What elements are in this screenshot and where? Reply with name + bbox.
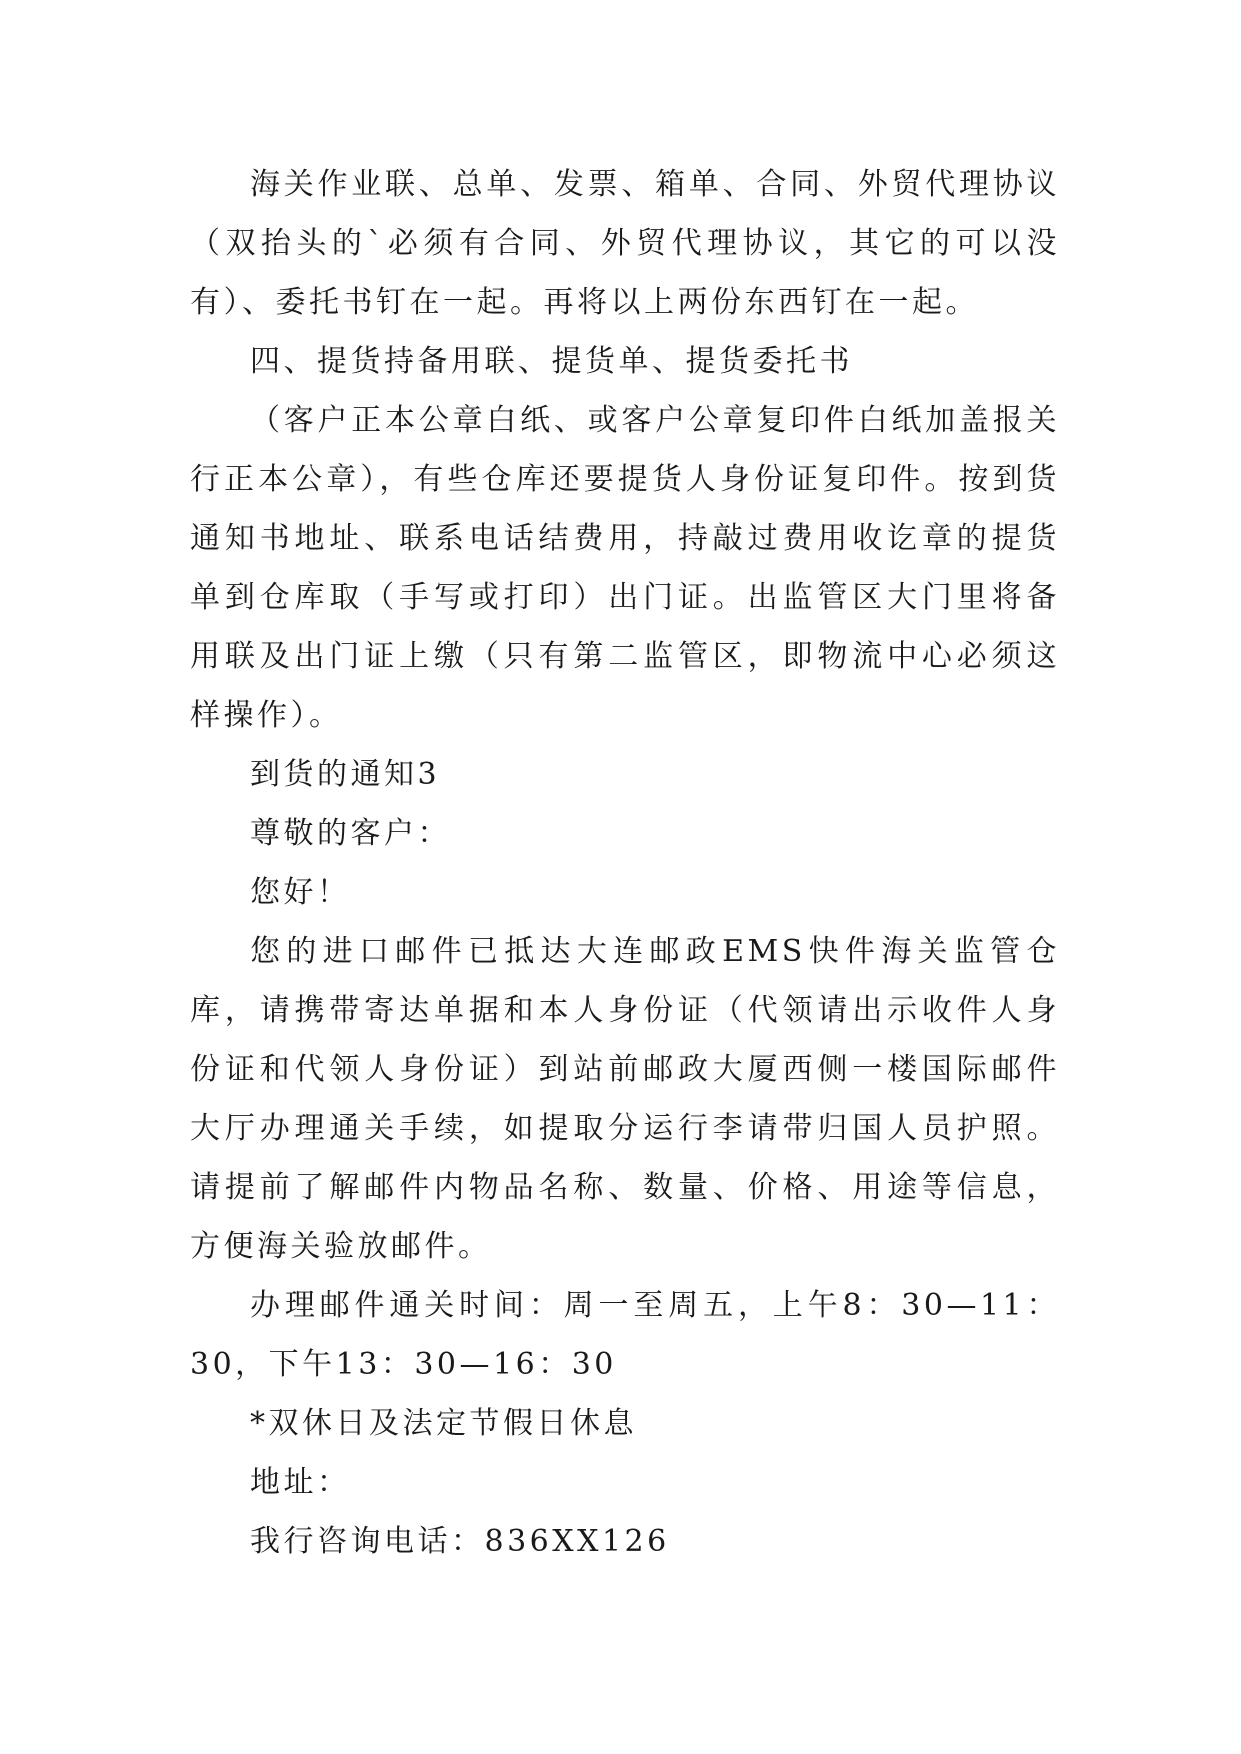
paragraph-mail-arrival: 您的进口邮件已抵达大连邮政EMS快件海关监管仓库，请携带寄达单据和本人身份证（代领请出示收件人身份证和代领人身份证）到站前邮政大厦西侧一楼国际邮件大厅办理通关手续，如提取分运行李请带归国人员护照。请提前了解邮件内物品名称、数量、价格、用途等信息，方便海关验放邮件。 [190,934,1060,1264]
paragraph-office-hours: 办理邮件通关时间：周一至周五，上午8：30—11：30，下午13：30—16：30 [190,1288,1060,1382]
paragraph-customs-documents: 海关作业联、总单、发票、箱单、合同、外贸代理协议（双抬头的`必须有合同、外贸代理协议，其它的可以没有）、委托书钉在一起。再将以上两份东西钉在一起。 [190,167,1060,320]
document-body [190,155,1060,1571]
paragraph-holiday-note: *双休日及法定节假日休息 [250,1406,637,1441]
paragraph-phone: 我行咨询电话：836XX126 [250,1524,670,1559]
paragraph-pickup-step-four: 四、提货持备用联、提货单、提货委托书 [250,344,853,379]
paragraph-address: 地址： [250,1465,351,1500]
section-heading-arrival-notice: 到货的通知3 [250,757,441,792]
salutation: 尊敬的客户： [250,816,451,851]
greeting: 您好！ [250,875,351,910]
paragraph-pickup-details: （客户正本公章白纸、或客户公章复印件白纸加盖报关行正本公章），有些仓库还要提货人身份证复印件。按到货通知书地址、联系电话结费用，持敲过费用收讫章的提货单到仓库取（手写或打印）出门证。出监管区大门里将备用联及出门证上缴（只有第二监管区，即物流中心必须这样操作）。 [190,403,1060,733]
